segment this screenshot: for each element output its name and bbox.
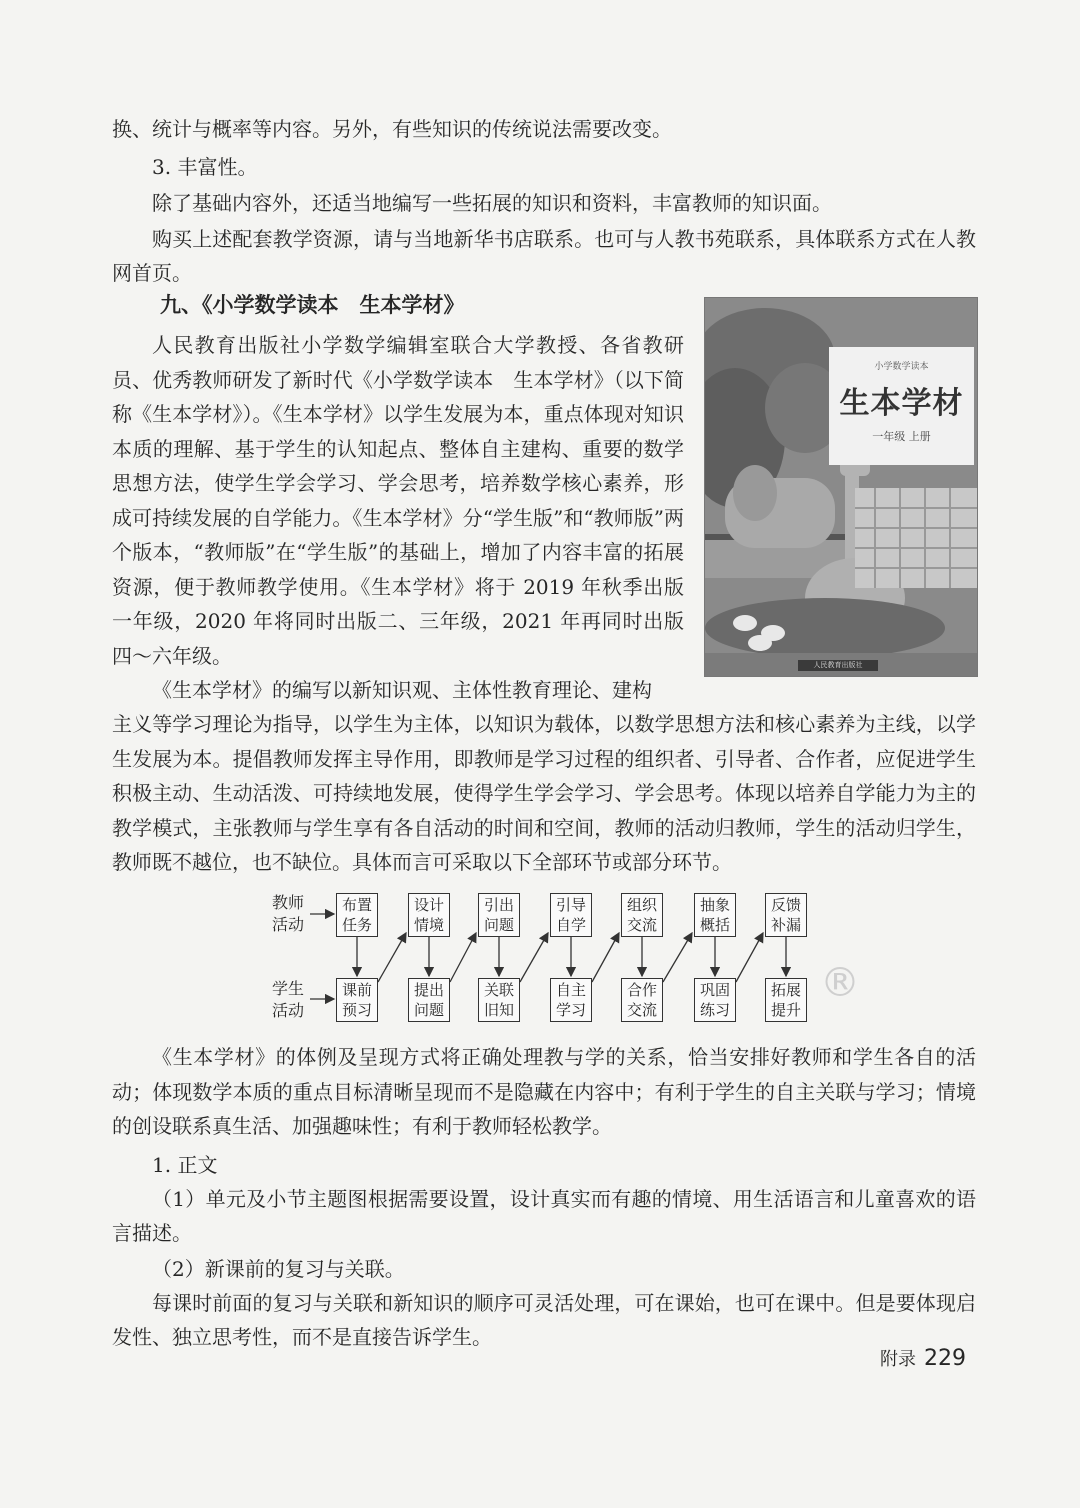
student-step-1: [336, 978, 378, 1022]
paragraph-2: 3. 丰富性。: [152, 155, 258, 179]
step-text: 交流: [626, 1001, 657, 1019]
step-text: 引导: [555, 896, 586, 914]
section-heading: 九、《小学数学读本 生本学材》: [160, 293, 465, 317]
teacher-step-1: [336, 893, 378, 937]
step-text: 关联: [483, 981, 514, 999]
step-text: 反馈: [770, 896, 801, 914]
cover-publisher: 人民教育出版社: [798, 660, 878, 671]
step-text: 概括: [699, 916, 730, 934]
page-footer: [880, 1344, 966, 1375]
student-step-6: [694, 978, 736, 1022]
step-text: 拓展: [770, 981, 801, 999]
teacher-step-7: [765, 893, 807, 937]
flow-arrow: [663, 933, 692, 982]
step-text: 提升: [770, 1001, 801, 1019]
step-text: 交流: [626, 916, 657, 934]
student-step-5: [621, 978, 663, 1022]
student-step-2: [408, 978, 450, 1022]
step-text: 引出: [483, 896, 514, 914]
step-text: 巩固: [699, 981, 730, 999]
student-step-7: [765, 978, 807, 1022]
teacher-step-6: [694, 893, 736, 937]
step-text: 自主: [555, 981, 586, 999]
teacher-step-2: [408, 893, 450, 937]
cover-series: 小学数学读本: [874, 362, 929, 372]
flow-arrow: [520, 933, 548, 982]
flow-arrow: [592, 933, 619, 982]
paragraph-9: （1）单元及小节主题图根据需要设置，设计真实而有趣的情境、用生活语言和儿童喜欢的语言描述。: [112, 1187, 976, 1245]
student-step-3: [478, 978, 520, 1022]
step-text: 学习: [555, 1001, 586, 1019]
step-text: 合作: [626, 981, 657, 999]
teacher-step-4: [550, 893, 592, 937]
teacher-step-5: [621, 893, 663, 937]
step-text: 布置: [341, 896, 372, 914]
step-text: 抽象: [699, 896, 730, 914]
flow-arrow: [736, 933, 763, 982]
student-label-line2: 活动: [271, 1001, 304, 1020]
paragraph-3: 除了基础内容外，还适当地编写一些拓展的知识和资料，丰富教师的知识面。: [152, 191, 832, 215]
page-number: 229: [924, 1346, 966, 1371]
step-text: 组织: [626, 896, 657, 914]
student-activity-label: [266, 978, 310, 1022]
paragraph-6-start: 《生本学材》的编写以新知识观、主体性教育理论、建构: [152, 678, 652, 702]
student-label-line1: 学生: [271, 979, 304, 998]
teacher-label-line2: 活动: [271, 915, 304, 934]
paragraph-4: 购买上述配套教学资源，请与当地新华书店联系。也可与人教书苑联系，具体联系方式在人教网首页。: [112, 227, 976, 285]
flow-arrow: [450, 933, 476, 982]
step-text: 补漏: [770, 916, 801, 934]
teacher-step-3: [478, 893, 520, 937]
step-text: 提出: [413, 981, 444, 999]
step-text: 任务: [341, 916, 372, 934]
step-text: 问题: [413, 1001, 444, 1019]
paragraph-11: 每课时前面的复习与关联和新知识的顺序可灵活处理，可在课始，也可在课中。但是要体现启发性、独立思考性，而不是直接告诉学生。: [112, 1291, 976, 1349]
step-text: 自学: [555, 916, 586, 934]
paragraph-6: 主义等学习理论为指导，以学生为主体，以知识为载体，以数学思想方法和核心素养为主线，以学生发展为本。提倡教师发挥主导作用，即教师是学习过程的组织者、引导者、合作者，应促进学生积极主动、生动活泼、可持续地发展，使得学生学会学习、学会思考。体现以培养自学能力为主的教学模式，主张教师与学生享有各自活动的时间和空间，教师的活动归教师，学生的活动归学生，教师既不越位，也不缺位。具体而言可采取以下全部环节或部分环节。: [112, 712, 976, 874]
footer-section: 附录: [880, 1349, 916, 1370]
registered-watermark: ®: [820, 960, 860, 1006]
paragraph-8: 1. 正文: [152, 1153, 218, 1177]
step-text: 预习: [341, 1001, 372, 1019]
step-text: 情境: [413, 916, 444, 934]
paragraph-1: 换、统计与概率等内容。另外，有些知识的传统说法需要改变。: [112, 117, 672, 141]
teacher-label-line1: 教师: [271, 893, 304, 912]
paragraph-10: （2）新课前的复习与关联。: [152, 1257, 405, 1281]
step-text: 设计: [413, 896, 444, 914]
teacher-activity-label: [266, 892, 310, 936]
student-step-4: [550, 978, 592, 1022]
paragraph-5: 人民教育出版社小学数学编辑室联合大学教授、各省教研员、优秀教师研发了新时代《小学数学读本 生本学材》（以下简称《生本学材》）。《生本学材》以学生发展为本，重点体现对知识本质的理解、基于学生的认知起点、整体自主建构、重要的数学思想方法，使学生学会学习、学会思考，培养数学核心素养，形成可持续发展的自学能力。《生本学材》分“学生版”和“教师版”两个版本，“教师版”在“学生版”的基础上，增加了内容丰富的拓展资源，便于教师教学使用。《生本学材》将于 2019 年秋季出版一年级，2020 年将同时出版二、三年级，2021 年再同时出版四～六年级。: [112, 333, 684, 668]
step-text: 旧知: [483, 1001, 514, 1019]
step-text: 问题: [483, 916, 514, 934]
step-text: 课前: [341, 981, 372, 999]
paragraph-7: 《生本学材》的体例及呈现方式将正确处理教与学的关系，恰当安排好教师和学生各自的活动；体现数学本质的重点目标清晰呈现而不是隐藏在内容中；有利于学生的自主关联与学习；情境的创设联系真生活、加强趣味性；有利于教师轻松教学。: [112, 1045, 976, 1138]
flow-arrow: [378, 933, 406, 982]
cover-grade: 一年级 上册: [872, 430, 931, 443]
step-text: 练习: [699, 1001, 730, 1019]
cover-title: 生本学材: [839, 386, 964, 421]
